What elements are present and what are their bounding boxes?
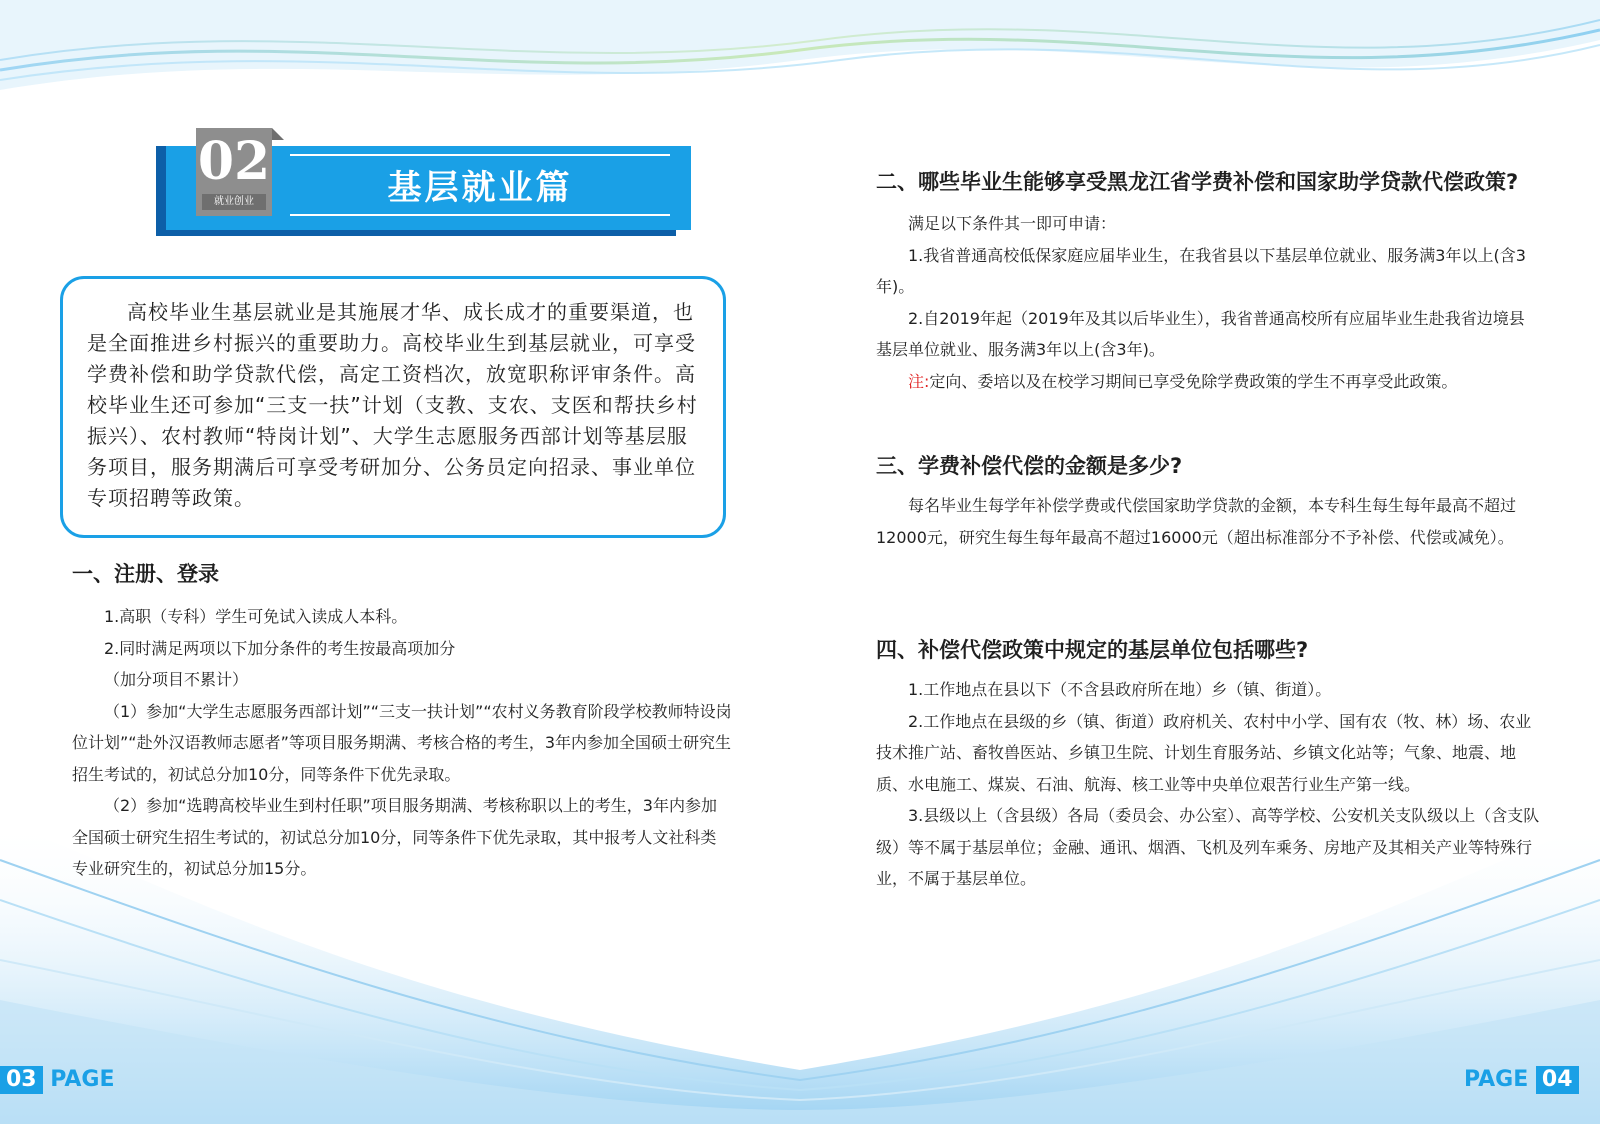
intro-box <box>60 276 726 538</box>
section2-paragraph: 2.自2019年起（2019年及其以后毕业生），我省普通高校所有应届毕业生赴我省边境县基层单位就业、服务满3年以上(含3年)。 <box>876 308 1525 359</box>
section1-paragraph: 1.高职（专科）学生可免试入读成人本科。 <box>104 607 408 626</box>
badge-number: 02 <box>197 131 271 192</box>
badge-line-bottom <box>290 214 670 216</box>
badge-number-box <box>196 128 272 216</box>
section4-paragraph: 2.工作地点在县级的乡（镇、街道）政府机关、农村中小学、国有农（牧、林）场、农业技术推广站、畜牧兽医站、乡镇卫生院、计划生育服务站、乡镇文化站等；气象、地震、地质、水电施工、煤炭、石油、航海、核工业等中央单位艰苦行业生产第一线。 <box>876 711 1532 794</box>
section4-paragraph: 1.工作地点在县以下（不含县政府所在地）乡（镇、街道）。 <box>908 680 1332 699</box>
note-label: 注: <box>908 371 930 391</box>
section4-paragraph: 3.县级以上（含县级）各局（委员会、办公室）、高等学校、公安机关支队级以上（含支队级）等不属于基层单位；金融、通讯、烟酒、飞机及列车乘务、房地产及其相关产业等特殊行业，不属于基层单位。 <box>876 806 1540 888</box>
note-text: 定向、委培以及在校学习期间已享受免除学费政策的学生不再享受此政策。 <box>929 371 1458 391</box>
section1-paragraph: 2.同时满足两项以下加分条件的考生按最高项加分 <box>104 638 456 658</box>
section1-paragraph: （加分项目不累计） <box>104 670 249 689</box>
section1-paragraph: （2）参加“选聘高校毕业生到村任职”项目服务期满、考核称职以上的考生，3年内参加全国硕士研究生招生考试的，初试总分加10分，同等条件下优先录取，其中报考人文社科类专业研究生的，初试总分加15分。 <box>72 796 717 878</box>
section2-paragraph: 1.我省普通高校低保家庭应届毕业生，在我省县以下基层单位就业、服务满3年以上(含3年)。 <box>876 245 1526 296</box>
section2-paragraph: 满足以下条件其一即可申请： <box>908 214 1117 233</box>
section2-heading: 二、哪些毕业生能够享受黑龙江省学费补偿和国家助学贷款代偿政策? <box>876 170 1519 194</box>
page-label-right: PAGE <box>1464 1067 1529 1092</box>
page-number-left-value: 03 <box>0 1066 43 1094</box>
intro-text: 高校毕业生基层就业是其施展才华、成长成才的重要渠道，也是全面推进乡村振兴的重要助力。高校毕业生到基层就业，可享受学费补偿和助学贷款代偿，高定工资档次，放宽职称评审条件。高校毕业生还可参加“三支一扶”计划（支教、支农、支医和帮扶乡村振兴）、农村教师“特岗计划”、大学生志愿服务西部计划等基层服务项目，服务期满后可享受考研加分、公务员定向招录、事业单位专项招聘等政策。 <box>87 300 698 510</box>
section1-paragraph: （1）参加“大学生志愿服务西部计划”“三支一扶计划”“农村义务教育阶段学校教师特设岗位计划”“赴外汉语教师志愿者”等项目服务期满、考核合格的考生，3年内参加全国硕士研究生招生考试的，初试总分加10分，同等条件下优先录取。 <box>72 701 732 784</box>
section2-note <box>876 366 1540 398</box>
section3-paragraph: 每名毕业生每学年补偿学费或代偿国家助学贷款的金额，本专科生每生每年最高不超过12000元，研究生每生每年最高不超过16000元（超出标准部分不予补偿、代偿或减免）。 <box>876 496 1517 547</box>
section-badge <box>156 128 691 236</box>
section3-body <box>876 490 1540 553</box>
page-label-left: PAGE <box>50 1067 115 1092</box>
page-number-right <box>1464 1066 1579 1094</box>
badge-tag: 就业创业 <box>202 194 266 210</box>
section1-heading: 一、注册、登录 <box>72 562 219 586</box>
section1-body <box>72 601 732 885</box>
badge-line-top <box>290 154 670 156</box>
page-number-right-value: 04 <box>1536 1066 1579 1094</box>
section3-heading: 三、学费补偿代偿的金额是多少? <box>876 454 1183 478</box>
page-number-left <box>0 1066 115 1094</box>
page-title: 基层就业篇 <box>387 168 573 208</box>
section4-heading: 四、补偿代偿政策中规定的基层单位包括哪些? <box>876 638 1309 662</box>
section2-body <box>876 208 1540 397</box>
badge-fold <box>272 128 284 140</box>
section4-body <box>876 674 1540 895</box>
